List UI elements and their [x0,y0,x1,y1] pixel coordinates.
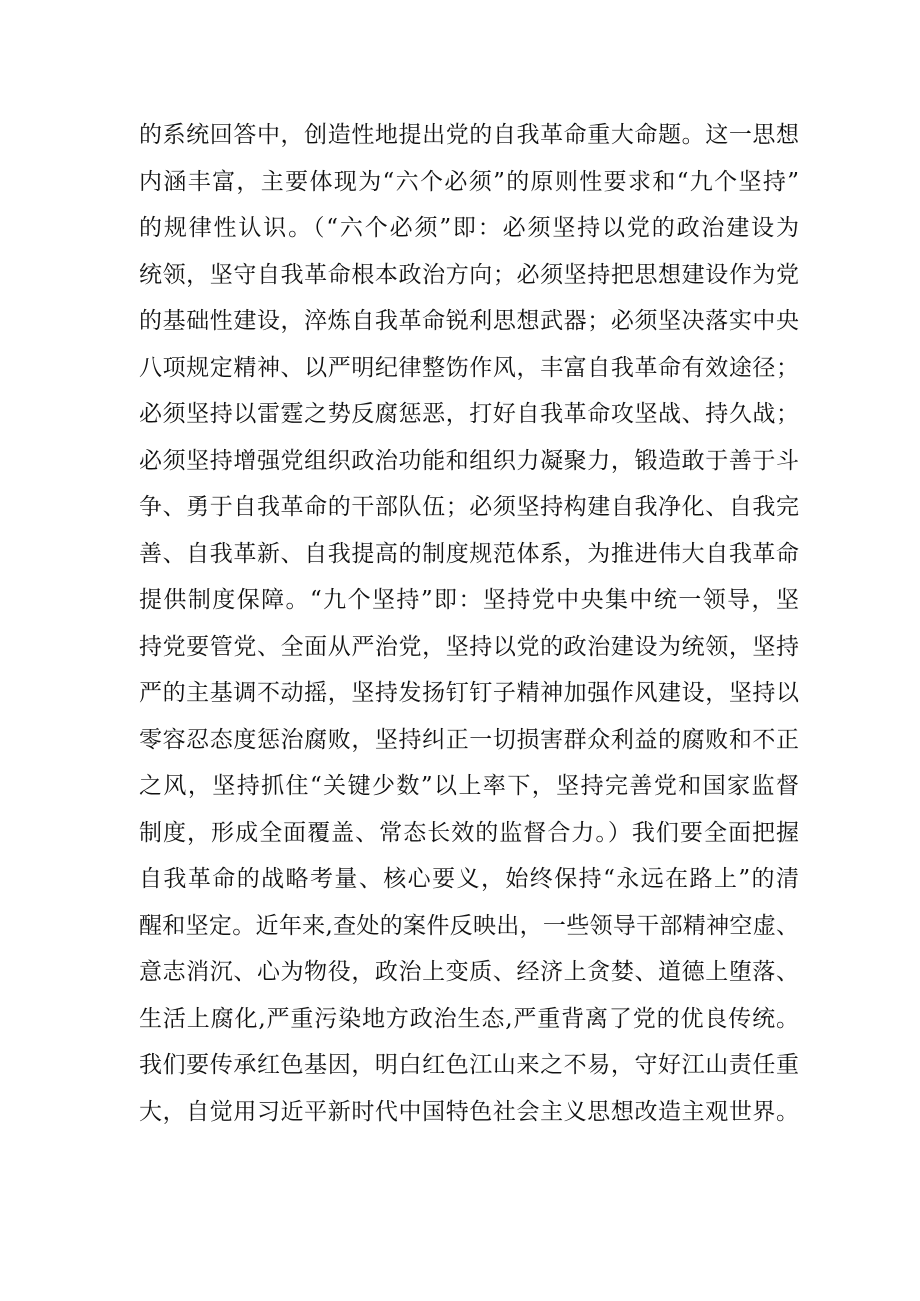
text-line: 争、勇于自我革命的干部队伍；必须坚持构建自我净化、自我完 [139,494,799,520]
text-line: 统领，坚守自我革命根本政治方向；必须坚持把思想建设作为党 [139,261,799,288]
text-line: 之风，坚持抓住“关键少数”以上率下，坚持完善党和国家监督 [139,773,799,799]
text-line: 八项规定精神、以严明纪律整饬作风，丰富自我革命有效途径； [139,354,799,381]
text-line: 制度，形成全面覆盖、常态长效的监督合力。）我们要全面把握 [139,819,799,846]
text-line: 提供制度保障。“九个坚持”即：坚持党中央集中统一领导，坚 [139,587,799,613]
body-paragraph [139,112,799,1135]
text-line: 必须坚持以雷霆之势反腐惩恶，打好自我革命攻坚战、持久战； [139,401,799,427]
text-line: 必须坚持增强党组织政治功能和组织力凝聚力，锻造敢于善于斗 [139,447,799,474]
text-line: 生活上腐化,严重污染地方政治生态,严重背离了党的优良传统。 [139,1005,799,1032]
text-line: 零容忍态度惩治腐败，坚持纠正一切损害群众利益的腐败和不正 [139,726,799,753]
text-line: 意志消沉、心为物役，政治上变质、经济上贪婪、道德上堕落、 [139,959,799,985]
text-line: 善、自我革新、自我提高的制度规范体系，为推进伟大自我革命 [139,540,799,567]
text-line: 持党要管党、全面从严治党，坚持以党的政治建设为统领，坚持 [139,633,799,660]
text-line: 的基础性建设，淬炼自我革命锐利思想武器；必须坚决落实中央 [139,308,799,334]
text-line: 我们要传承红色基因，明白红色江山来之不易，守好江山责任重 [139,1052,799,1078]
text-line: 内涵丰富，主要体现为“六个必须”的原则性要求和“九个坚持” [139,168,799,195]
text-line: 醒和坚定。近年来,查处的案件反映出，一些领导干部精神空虚、 [139,912,799,939]
text-line: 自我革命的战略考量、核心要义，始终保持“永远在路上”的清 [139,866,799,892]
text-line: 严的主基调不动摇，坚持发扬钉钉子精神加强作风建设，坚持以 [139,680,799,706]
text-line: 的规律性认识。（“六个必须”即：必须坚持以党的政治建设为 [139,215,799,241]
text-line: 大，自觉用习近平新时代中国特色社会主义思想改造主观世界。 [139,1098,799,1125]
text-line: 的系统回答中，创造性地提出党的自我革命重大命题。这一思想 [139,122,799,148]
